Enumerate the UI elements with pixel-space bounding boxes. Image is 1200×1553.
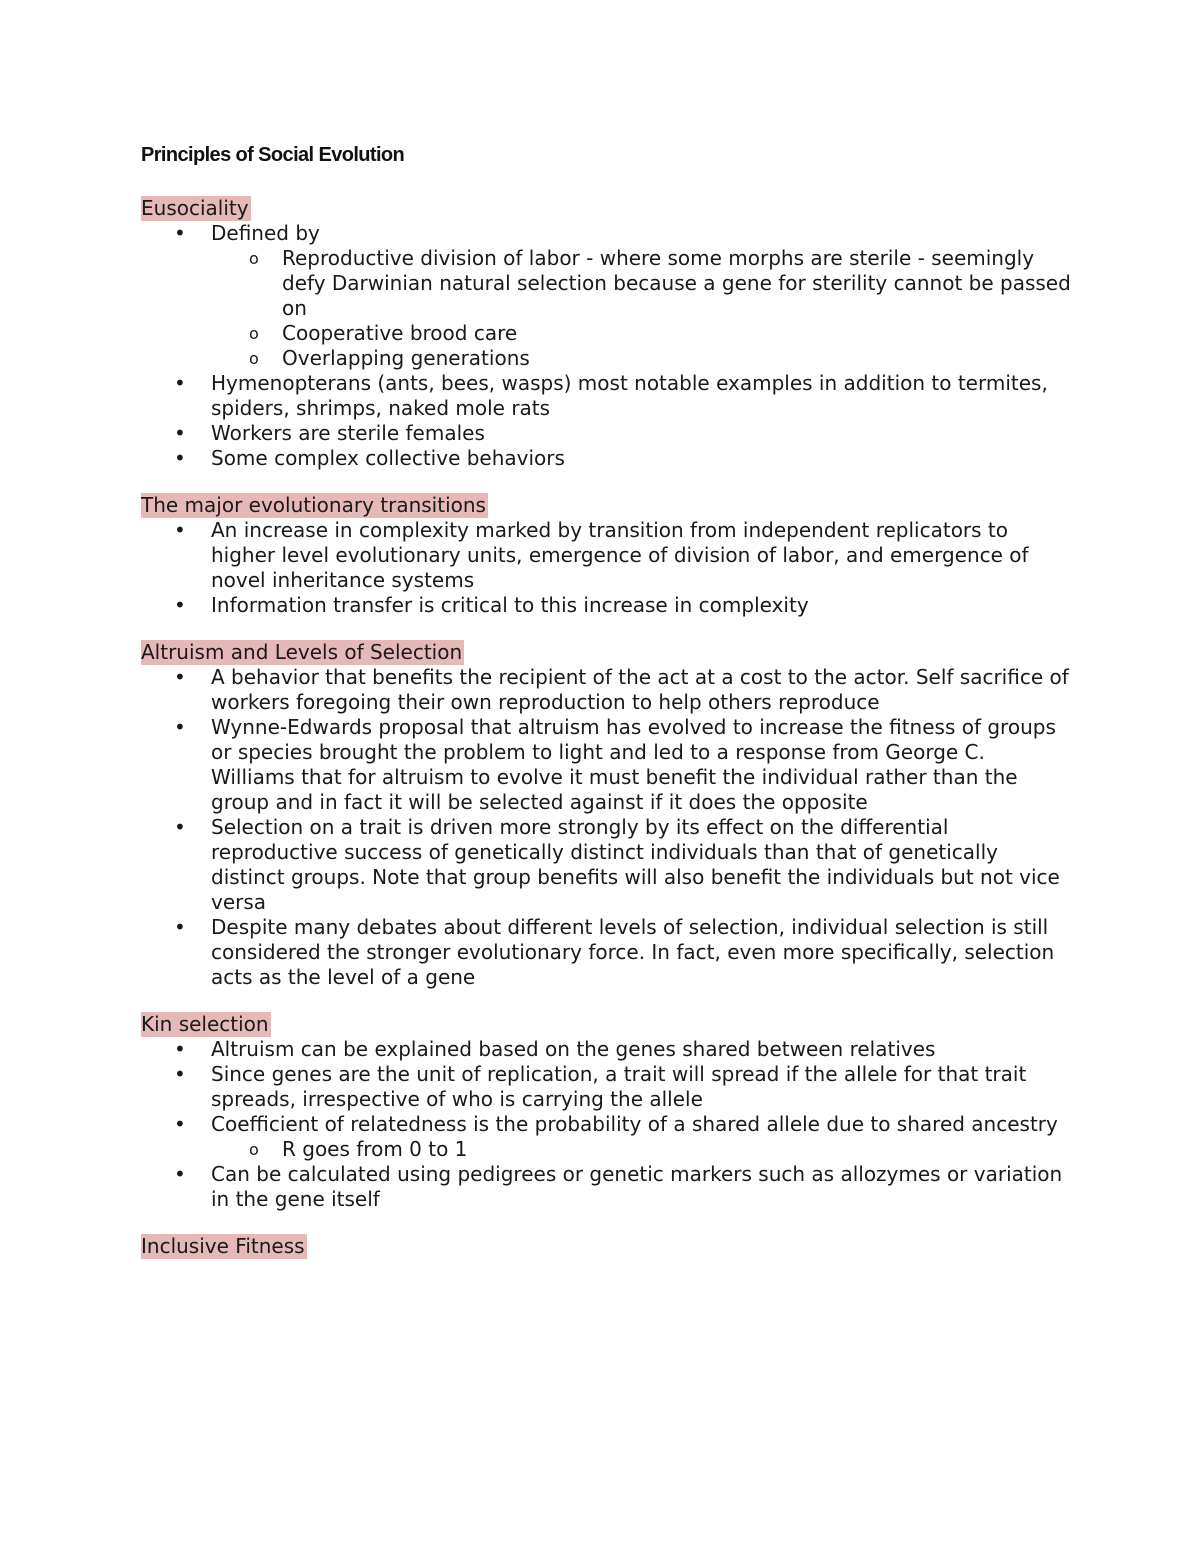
hollow-circle-icon: o [249, 249, 259, 268]
bullet-icon: • [174, 421, 186, 445]
sub-bullet-list [211, 1137, 1071, 1162]
list-item [141, 1162, 1071, 1212]
list-item [141, 518, 1071, 593]
bullet-icon: • [174, 665, 186, 689]
list-item [141, 815, 1071, 915]
list-item [141, 421, 1071, 446]
list-item-text: Coefficient of relatedness is the probability of a shared allele due to shared ancestry [211, 1112, 1058, 1136]
bullet-icon: • [174, 815, 186, 839]
sub-list-item-text: Reproductive division of labor - where some morphs are sterile - seemingly defy Darwinian natural selection because a gene for sterility cannot be passed on [282, 246, 1071, 320]
bullet-icon: • [174, 221, 186, 245]
bullet-icon: • [174, 371, 186, 395]
section [141, 1234, 1071, 1259]
list-item [141, 446, 1071, 471]
list-item-text: Defined by [211, 221, 320, 245]
list-item-text: Information transfer is critical to this increase in complexity [211, 593, 809, 617]
list-item [141, 371, 1071, 421]
bullet-icon: • [174, 446, 186, 470]
section [141, 640, 1071, 990]
list-item [141, 665, 1071, 715]
bullet-icon: • [174, 1112, 186, 1136]
section [141, 196, 1071, 471]
document-page [141, 140, 1071, 1259]
document-title: Principles of Social Evolution [141, 144, 405, 166]
sub-list-item [211, 321, 1071, 346]
section-heading: Inclusive Fitness [141, 1234, 305, 1258]
sub-list-item [211, 1137, 1071, 1162]
hollow-circle-icon: o [249, 349, 259, 368]
list-item-text: Hymenopterans (ants, bees, wasps) most notable examples in addition to termites, spiders, shrimps, naked mole rats [211, 371, 1048, 420]
sub-bullet-list [211, 246, 1071, 371]
section [141, 493, 1071, 618]
list-item-text: Selection on a trait is driven more strongly by its effect on the differential reproductive success of genetically distinct individuals than that of genetically distinct groups. Note that group benefits will also benefit the individuals but not vice versa [211, 815, 1060, 914]
section-heading: Altruism and Levels of Selection [141, 640, 463, 664]
list-item [141, 915, 1071, 990]
sub-list-item-text: R goes from 0 to 1 [282, 1137, 468, 1161]
bullet-icon: • [174, 593, 186, 617]
list-item-text: Despite many debates about different levels of selection, individual selection is still considered the stronger evolutionary force. In fact, even more specifically, selection acts as the level of a gene [211, 915, 1055, 989]
sub-list-item [211, 346, 1071, 371]
section-heading: Kin selection [141, 1012, 269, 1036]
list-item [141, 221, 1071, 371]
bullet-list [141, 1037, 1071, 1212]
sub-list-item [211, 246, 1071, 321]
sub-list-item-text: Overlapping generations [282, 346, 530, 370]
sections-container [141, 196, 1071, 1259]
list-item-text: Workers are sterile females [211, 421, 485, 445]
bullet-icon: • [174, 518, 186, 542]
hollow-circle-icon: o [249, 324, 259, 343]
section-heading: Eusociality [141, 196, 249, 220]
bullet-icon: • [174, 715, 186, 739]
list-item-text: Altruism can be explained based on the genes shared between relatives [211, 1037, 936, 1061]
sub-list-item-text: Cooperative brood care [282, 321, 518, 345]
list-item-text: Wynne-Edwards proposal that altruism has evolved to increase the fitness of groups or species brought the problem to light and led to a response from George C. Williams that for altruism to evolve it must benefit the individual rather than the group and in fact it will be selected against if it does the opposite [211, 715, 1056, 814]
list-item-text: Some complex collective behaviors [211, 446, 565, 470]
list-item [141, 715, 1071, 815]
list-item [141, 1037, 1071, 1062]
list-item [141, 1062, 1071, 1112]
bullet-icon: • [174, 1062, 186, 1086]
bullet-icon: • [174, 1162, 186, 1186]
section-heading: The major evolutionary transitions [141, 493, 486, 517]
bullet-list [141, 221, 1071, 471]
list-item-text: A behavior that benefits the recipient of the act at a cost to the actor. Self sacrifice of workers foregoing their own reproduction to help others reproduce [211, 665, 1069, 714]
list-item [141, 1112, 1071, 1162]
list-item-text: Can be calculated using pedigrees or genetic markers such as allozymes or variation in the gene itself [211, 1162, 1063, 1211]
hollow-circle-icon: o [249, 1140, 259, 1159]
list-item-text: Since genes are the unit of replication, a trait will spread if the allele for that trait spreads, irrespective of who is carrying the allele [211, 1062, 1027, 1111]
bullet-icon: • [174, 1037, 186, 1061]
list-item-text: An increase in complexity marked by transition from independent replicators to higher level evolutionary units, emergence of division of labor, and emergence of novel inheritance systems [211, 518, 1029, 592]
list-item [141, 593, 1071, 618]
section [141, 1012, 1071, 1212]
bullet-list [141, 518, 1071, 618]
bullet-list [141, 665, 1071, 990]
bullet-icon: • [174, 915, 186, 939]
